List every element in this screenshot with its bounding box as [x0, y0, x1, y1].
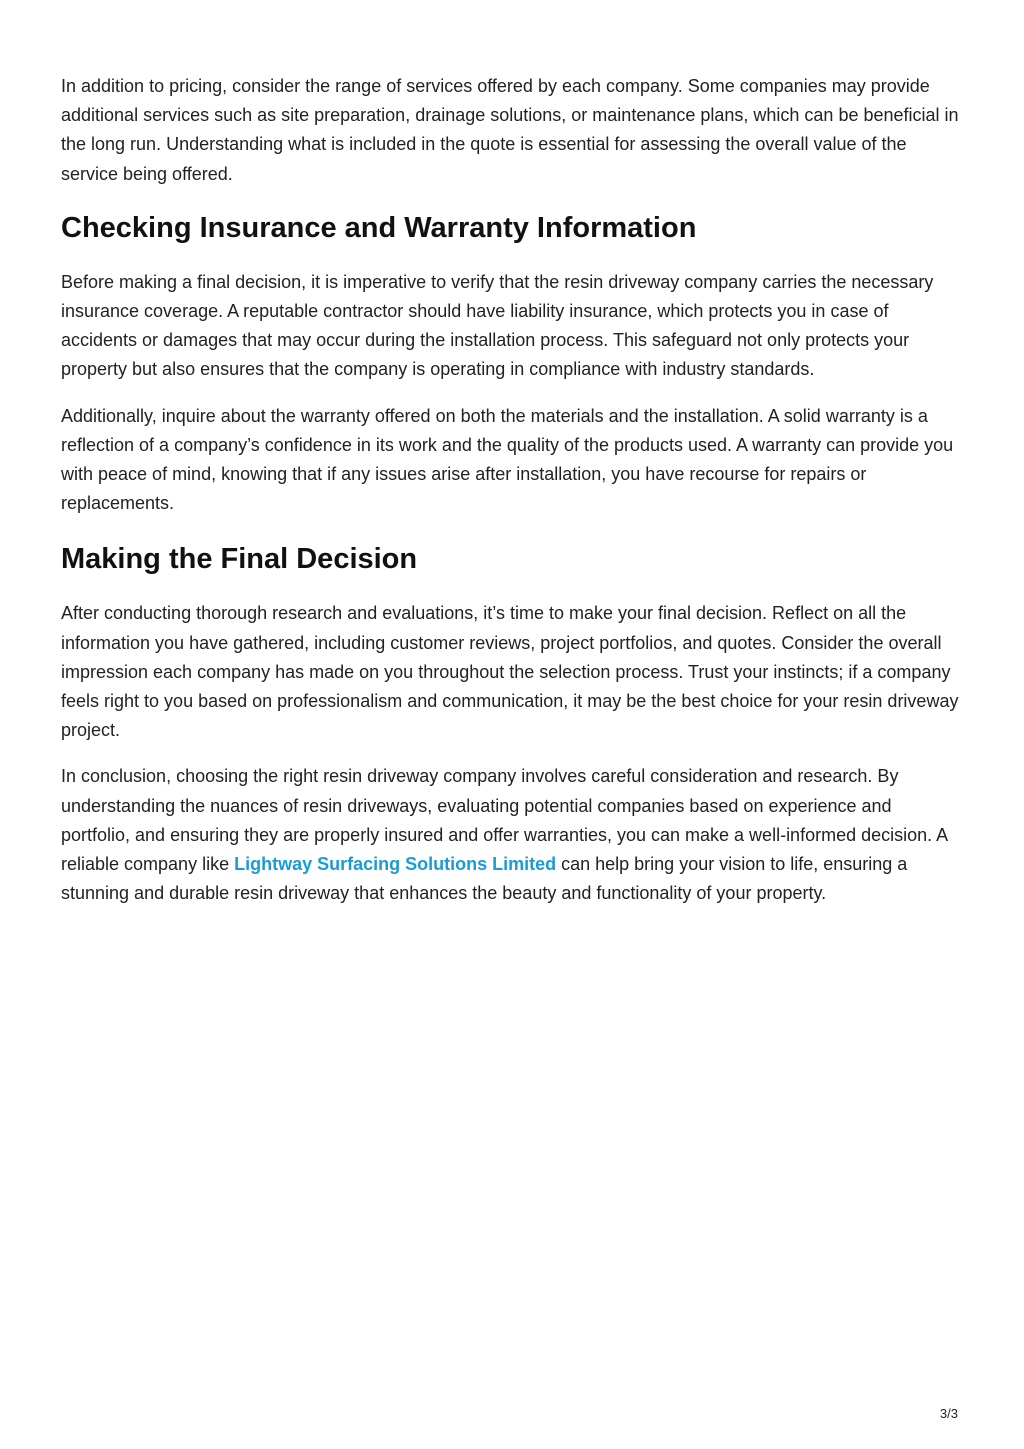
paragraph-insurance: Before making a final decision, it is imperative to verify that the resin driveway company carries the necessary insurance coverage. A reputable contractor should have liability insurance, which protects you in case of accidents or damages that may occur during the installation process. This safeguard not only protects your property but also ensures that the company is operating in compliance with industry standards. — [61, 271, 934, 380]
article-body — [61, 72, 965, 925]
conclusion-text-after: can help bring your vision to life, ensuring a stunning and durable resin driveway that enhances the beauty and functionality of your property. — [61, 854, 908, 904]
conclusion-text-before: In conclusion, choosing the right resin driveway company involves careful consideration and research. By understanding the nuances of resin driveways, evaluating potential companies based on experience and portfolio, and ensuring they are properly insured and offer warranties, you can make a well-informed decision. A reliable company like — [61, 766, 948, 875]
company-link[interactable]: Lightway Surfacing Solutions Limited — [234, 854, 557, 875]
paragraph-services: In addition to pricing, consider the range of services offered by each company. Some companies may provide additional services such as site preparation, drainage solutions, or maintenance plans, which can be beneficial in the long run. Understanding what is included in the quote is essential for assessing the overall value of the service being offered. — [61, 76, 959, 184]
paragraph-warranty: Additionally, inquire about the warranty offered on both the materials and the installation. A solid warranty is a reflection of a company’s confidence in its work and the quality of the products used. A warranty can provide you with peace of mind, knowing that if any issues arise after installation, you have recourse for repairs or replacements. — [61, 405, 954, 514]
paragraph-final-decision: After conducting thorough research and evaluations, it’s time to make your final decision. Reflect on all the information you have gathered, including customer reviews, project portfolios, and quotes. Consider the overall impression each company has made on you throughout the selection process. Trust your instincts; if a company feels right to you based on professionalism and communication, it may be the best choice for your resin driveway project. — [61, 603, 959, 741]
heading-final-decision: Making the Final Decision — [61, 543, 418, 576]
paragraph-conclusion — [61, 762, 965, 908]
heading-insurance-warranty: Checking Insurance and Warranty Information — [61, 211, 697, 244]
page-number: 3/3 — [939, 1406, 958, 1421]
